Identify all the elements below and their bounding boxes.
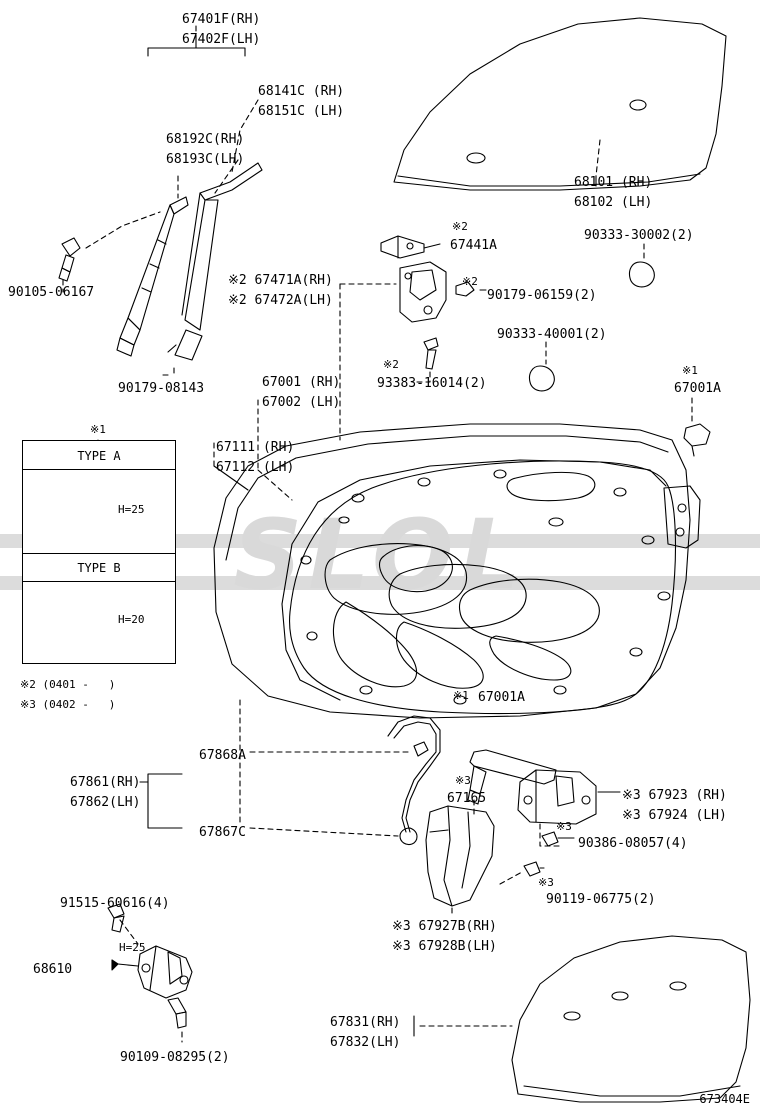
part-label-67472A: ※2 67472A(LH) — [228, 293, 333, 308]
part-label-67402F: 67402F(LH) — [182, 32, 261, 47]
part-label-67401F: 67401F(RH) — [182, 12, 261, 27]
part-label-68193C: 68193C(LH) — [166, 152, 245, 167]
part-label-93383-16014: 93383-16014(2) — [377, 376, 487, 391]
part-label-90333-40001: 90333-40001(2) — [497, 327, 607, 342]
part-label-67441A: 67441A — [450, 238, 497, 253]
part-label-67928B: ※3 67928B(LH) — [392, 939, 497, 954]
note-mark-67001A-right: ※1 — [682, 364, 698, 377]
part-label-67923: ※3 67923 (RH) — [622, 788, 727, 803]
type-a-dimension: H=25 — [119, 941, 146, 954]
part-label-68141C: 68141C (RH) — [258, 84, 345, 99]
type-b-height-text: H=20 — [118, 613, 145, 626]
type-a-height-text: H=25 — [118, 503, 145, 516]
part-label-90333-30002: 90333-30002(2) — [584, 228, 694, 243]
type-a-label: TYPE A — [77, 449, 121, 463]
part-label-90386-08057: 90386-08057(4) — [578, 836, 688, 851]
part-label-67861: 67861(RH) — [70, 775, 141, 790]
part-label-67471A: ※2 67471A(RH) — [228, 273, 333, 288]
part-label-67111: 67111 (RH) — [216, 440, 295, 455]
type-box-divider-bottom — [23, 581, 175, 582]
part-label-67832: 67832(LH) — [330, 1035, 401, 1050]
date-note-1: ※2 (0401 - ) — [20, 678, 116, 691]
part-label-90179-06159: 90179-06159(2) — [487, 288, 597, 303]
type-box-divider-top — [23, 469, 175, 470]
note-mark-90119-06775: ※3 — [538, 876, 554, 889]
part-label-68102: 68102 (LH) — [574, 195, 653, 210]
part-label-67924: ※3 67924 (LH) — [622, 808, 727, 823]
part-label-68151C: 68151C (LH) — [258, 104, 345, 119]
note-mark-90179-06159: ※2 — [462, 275, 478, 288]
note-mark-93383-16014: ※2 — [383, 358, 399, 371]
part-label-67165: 67165 — [447, 791, 487, 806]
part-label-67867C: 67867C — [199, 825, 246, 840]
part-label-67001A-center: 67001A — [478, 690, 525, 705]
part-label-90109-08295: 90109-08295(2) — [120, 1050, 230, 1065]
part-label-68610: 68610 — [33, 962, 73, 977]
part-label-90179-08143: 90179-08143 — [118, 381, 205, 396]
type-box-note-mark: ※1 — [90, 423, 106, 436]
note-mark-67441A: ※2 — [452, 220, 468, 233]
part-label-67001A-right: 67001A — [674, 381, 721, 396]
watermark-text: SLOL — [233, 499, 527, 611]
part-label-68192C: 68192C(RH) — [166, 132, 245, 147]
part-label-67927B: ※3 67927B(RH) — [392, 919, 497, 934]
type-box-divider-mid — [23, 553, 175, 554]
part-label-68101: 68101 (RH) — [574, 175, 653, 190]
type-b-label: TYPE B — [77, 561, 121, 575]
part-label-67862: 67862(LH) — [70, 795, 141, 810]
diagram-footer-code: 673404E — [699, 1092, 750, 1106]
part-label-90105-06167: 90105-06167 — [8, 285, 95, 300]
part-label-67831: 67831(RH) — [330, 1015, 401, 1030]
part-label-67112: 67112 (LH) — [216, 460, 295, 475]
note-mark-67001A-center: ※1 — [453, 689, 469, 702]
part-label-67001: 67001 (RH) — [262, 375, 341, 390]
part-label-67868A: 67868A — [199, 748, 246, 763]
note-mark-67165: ※3 — [455, 774, 471, 787]
part-label-91515-60616: 91515-60616(4) — [60, 896, 170, 911]
note-mark-90386-08057: ※3 — [556, 820, 572, 833]
part-label-90119-06775: 90119-06775(2) — [546, 892, 656, 907]
part-label-67002: 67002 (LH) — [262, 395, 341, 410]
date-note-2: ※3 (0402 - ) — [20, 698, 116, 711]
